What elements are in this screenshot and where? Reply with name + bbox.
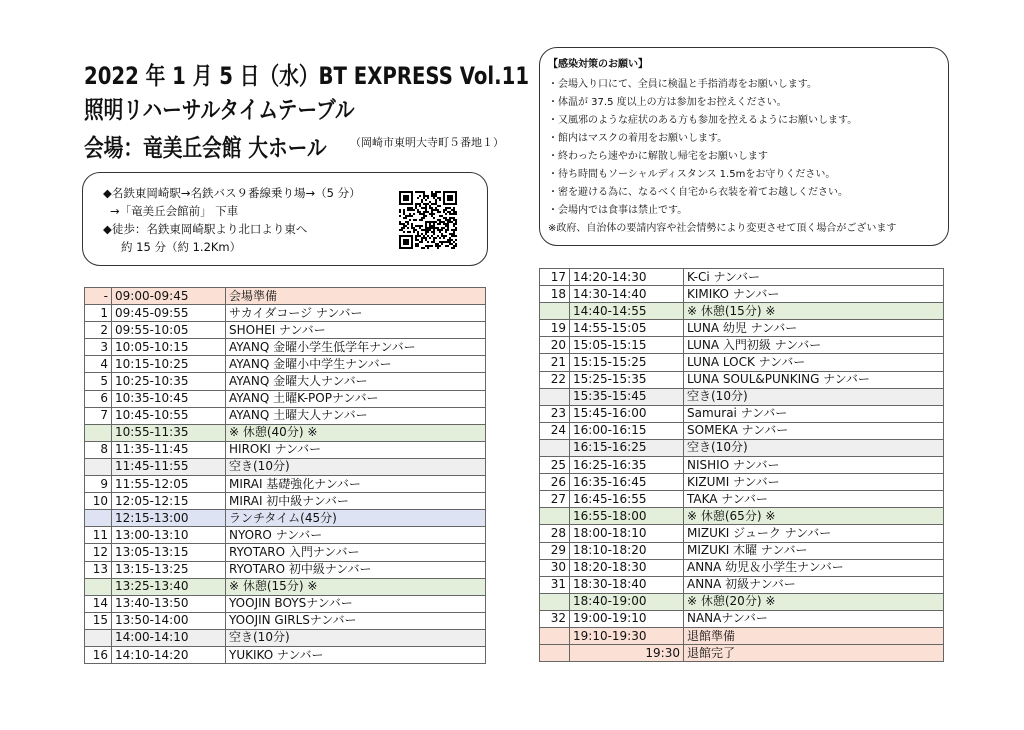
time-slot: 13:40-13:50 xyxy=(112,595,226,612)
row-number: 6 xyxy=(85,390,112,407)
time-slot: 09:00-09:45 xyxy=(112,288,226,305)
schedule-row xyxy=(85,595,486,612)
program-item: 空き(10分) xyxy=(226,458,486,475)
time-slot: 16:55-18:00 xyxy=(570,508,684,525)
row-number: 1 xyxy=(85,305,112,322)
schedule-row xyxy=(85,629,486,646)
program-item: ※ 休憩(20分) ※ xyxy=(684,593,944,610)
row-number: 14 xyxy=(85,595,112,612)
program-item: YOOJIN BOYSナンバー xyxy=(226,595,486,612)
time-slot: 14:40-14:55 xyxy=(570,303,684,320)
time-slot: 12:15-13:00 xyxy=(112,510,226,527)
time-slot: 18:10-18:20 xyxy=(570,542,684,559)
venue-title: 会場：竜美丘会館 大ホール xyxy=(84,134,327,162)
schedule-row xyxy=(540,320,944,337)
time-slot: 10:55-11:35 xyxy=(112,424,226,441)
row-number: 16 xyxy=(85,646,112,663)
row-number: 4 xyxy=(85,356,112,373)
row-number: 10 xyxy=(85,493,112,510)
row-number xyxy=(540,439,570,456)
time-slot: 15:25-15:35 xyxy=(570,371,684,388)
page-subtitle: 照明リハーサルタイムテーブル xyxy=(84,96,355,124)
time-slot: 15:05-15:15 xyxy=(570,337,684,354)
schedule-row xyxy=(540,627,944,644)
time-slot: 19:30 xyxy=(570,645,684,662)
row-number xyxy=(540,508,570,525)
program-item: ※ 休憩(65分) ※ xyxy=(684,508,944,525)
row-number: 30 xyxy=(540,559,570,576)
program-item: 退館完了 xyxy=(684,645,944,662)
time-slot: 09:45-09:55 xyxy=(112,305,226,322)
notice-title: 【感染対策のお願い】 xyxy=(548,59,648,70)
schedule-row xyxy=(540,593,944,610)
program-item: K-Ci ナンバー xyxy=(684,269,944,286)
row-number: 26 xyxy=(540,474,570,491)
time-slot: 09:55-10:05 xyxy=(112,322,226,339)
program-item: MIZUKI ジューク ナンバー xyxy=(684,525,944,542)
time-slot: 14:30-14:40 xyxy=(570,286,684,303)
schedule-row xyxy=(540,354,944,371)
schedule-row xyxy=(85,407,486,424)
time-slot: 11:55-12:05 xyxy=(112,476,226,493)
row-number: 31 xyxy=(540,576,570,593)
row-number xyxy=(85,424,112,441)
notice-item: ・会場入り口にて、全員に検温と手指消毒をお願いします。 xyxy=(548,79,817,90)
row-number: 28 xyxy=(540,525,570,542)
row-number xyxy=(85,578,112,595)
row-number xyxy=(540,593,570,610)
program-item: SHOHEI ナンバー xyxy=(226,322,486,339)
program-item: YOOJIN GIRLSナンバー xyxy=(226,612,486,629)
time-slot: 11:35-11:45 xyxy=(112,441,226,458)
program-item: 空き(10分) xyxy=(684,388,944,405)
time-slot: 13:50-14:00 xyxy=(112,612,226,629)
program-item: YUKIKO ナンバー xyxy=(226,646,486,663)
schedule-table-right xyxy=(539,268,944,662)
program-item: LUNA LOCK ナンバー xyxy=(684,354,944,371)
notice-item: ・終わったら速やかに解散し帰宅をお願いします xyxy=(548,151,768,162)
schedule-row xyxy=(85,493,486,510)
time-slot: 15:35-15:45 xyxy=(570,388,684,405)
time-slot: 19:00-19:10 xyxy=(570,610,684,627)
row-number: 19 xyxy=(540,320,570,337)
schedule-row xyxy=(540,542,944,559)
row-number: 25 xyxy=(540,457,570,474)
schedule-table-left xyxy=(84,287,486,664)
access-line-stop: →「竜美丘会館前」 下車 xyxy=(110,204,239,218)
program-item: SOMEKA ナンバー xyxy=(684,422,944,439)
program-item: AYANQ 土曜K-POPナンバー xyxy=(226,390,486,407)
schedule-row xyxy=(85,527,486,544)
row-number: 13 xyxy=(85,561,112,578)
program-item: ランチタイム(45分) xyxy=(226,510,486,527)
row-number: 27 xyxy=(540,491,570,508)
time-slot: 13:05-13:15 xyxy=(112,544,226,561)
time-slot: 10:25-10:35 xyxy=(112,373,226,390)
time-slot: 19:10-19:30 xyxy=(570,627,684,644)
time-slot: 11:45-11:55 xyxy=(112,458,226,475)
schedule-row xyxy=(540,405,944,422)
row-number: 7 xyxy=(85,407,112,424)
page-title: 2022 年 1 月 5 日（水）BT EXPRESS Vol.11 xyxy=(84,62,530,90)
program-item: MIZUKI 木曜 ナンバー xyxy=(684,542,944,559)
program-item: 退館準備 xyxy=(684,627,944,644)
row-number: 24 xyxy=(540,422,570,439)
schedule-row xyxy=(85,578,486,595)
time-slot: 12:05-12:15 xyxy=(112,493,226,510)
schedule-row xyxy=(85,424,486,441)
schedule-row xyxy=(540,457,944,474)
row-number xyxy=(540,627,570,644)
row-number: 22 xyxy=(540,371,570,388)
time-slot: 18:30-18:40 xyxy=(570,576,684,593)
schedule-row xyxy=(85,544,486,561)
time-slot: 14:10-14:20 xyxy=(112,646,226,663)
access-line-bus: ◆名鉄東岡崎駅→名鉄バス９番線乗り場→（5 分） xyxy=(103,186,361,200)
time-slot: 18:20-18:30 xyxy=(570,559,684,576)
time-slot: 13:25-13:40 xyxy=(112,578,226,595)
row-number: 3 xyxy=(85,339,112,356)
time-slot: 14:00-14:10 xyxy=(112,629,226,646)
notice-item: ・会場内では食事は禁止です。 xyxy=(548,205,688,216)
program-item: 空き(10分) xyxy=(684,439,944,456)
time-slot: 14:55-15:05 xyxy=(570,320,684,337)
program-item: ANNA 幼児＆小学生ナンバー xyxy=(684,559,944,576)
schedule-row xyxy=(540,269,944,286)
schedule-row xyxy=(540,576,944,593)
program-item: 会場準備 xyxy=(226,288,486,305)
notice-item: ・待ち時間もソーシャルディスタンス 1.5mをお守りください。 xyxy=(548,169,836,180)
schedule-row xyxy=(540,525,944,542)
schedule-row xyxy=(85,476,486,493)
program-item: AYANQ 金曜大人ナンバー xyxy=(226,373,486,390)
schedule-row xyxy=(540,645,944,662)
row-number: 20 xyxy=(540,337,570,354)
program-item: AYANQ 金曜小学生低学年ナンバー xyxy=(226,339,486,356)
infection-control-notice xyxy=(539,47,949,246)
program-item: MIRAI 初中級ナンバー xyxy=(226,493,486,510)
schedule-row xyxy=(540,491,944,508)
notice-item: ・館内はマスクの着用をお願いします。 xyxy=(548,133,728,144)
program-item: KIMIKO ナンバー xyxy=(684,286,944,303)
time-slot: 13:00-13:10 xyxy=(112,527,226,544)
access-line-walk: ◆徒歩：名鉄東岡崎駅より北口より東へ xyxy=(103,222,308,236)
access-info-box xyxy=(82,172,488,266)
schedule-row xyxy=(85,458,486,475)
row-number: 23 xyxy=(540,405,570,422)
row-number: 29 xyxy=(540,542,570,559)
time-slot: 16:00-16:15 xyxy=(570,422,684,439)
row-number: 21 xyxy=(540,354,570,371)
notice-item: ・又風邪のような症状のある方も参加を控えるようにお願いします。 xyxy=(548,115,858,126)
row-number: - xyxy=(85,288,112,305)
program-item: NANAナンバー xyxy=(684,610,944,627)
row-number: 9 xyxy=(85,476,112,493)
program-item: LUNA SOUL&PUNKING ナンバー xyxy=(684,371,944,388)
schedule-row xyxy=(85,441,486,458)
row-number: 18 xyxy=(540,286,570,303)
row-number: 5 xyxy=(85,373,112,390)
schedule-row xyxy=(540,610,944,627)
time-slot: 10:45-10:55 xyxy=(112,407,226,424)
schedule-row xyxy=(540,337,944,354)
time-slot: 16:45-16:55 xyxy=(570,491,684,508)
notice-disclaimer: ※政府、自治体の要請内容や社会情勢により変更させて頂く場合がございます xyxy=(548,223,897,234)
schedule-row xyxy=(540,371,944,388)
time-slot: 16:25-16:35 xyxy=(570,457,684,474)
schedule-row xyxy=(85,373,486,390)
schedule-row xyxy=(540,422,944,439)
time-slot: 16:15-16:25 xyxy=(570,439,684,456)
program-item: HIROKI ナンバー xyxy=(226,441,486,458)
time-slot: 14:20-14:30 xyxy=(570,269,684,286)
program-item: ※ 休憩(15分) ※ xyxy=(684,303,944,320)
program-item: RYOTARO 初中級ナンバー xyxy=(226,561,486,578)
row-number: 11 xyxy=(85,527,112,544)
program-item: ※ 休憩(15分) ※ xyxy=(226,578,486,595)
row-number xyxy=(85,629,112,646)
schedule-row xyxy=(85,356,486,373)
program-item: KIZUMI ナンバー xyxy=(684,474,944,491)
program-item: NISHIO ナンバー xyxy=(684,457,944,474)
row-number: 17 xyxy=(540,269,570,286)
time-slot: 18:40-19:00 xyxy=(570,593,684,610)
program-item: LUNA 幼児 ナンバー xyxy=(684,320,944,337)
access-line-duration: 約 15 分（約 1.2Km） xyxy=(121,240,242,254)
row-number xyxy=(85,458,112,475)
time-slot: 10:35-10:45 xyxy=(112,390,226,407)
schedule-row xyxy=(85,510,486,527)
program-item: AYANQ 土曜大人ナンバー xyxy=(226,407,486,424)
schedule-row xyxy=(85,561,486,578)
row-number xyxy=(540,388,570,405)
program-item: AYANQ 金曜小中学生ナンバー xyxy=(226,356,486,373)
time-slot: 10:15-10:25 xyxy=(112,356,226,373)
time-slot: 15:45-16:00 xyxy=(570,405,684,422)
notice-item: ・体温が 37.5 度以上の方は参加をお控えください。 xyxy=(548,97,787,108)
row-number: 15 xyxy=(85,612,112,629)
schedule-row xyxy=(540,474,944,491)
schedule-row xyxy=(540,286,944,303)
schedule-row xyxy=(85,288,486,305)
venue-address: （岡崎市東明大寺町５番地１） xyxy=(350,136,504,149)
program-item: Samurai ナンバー xyxy=(684,405,944,422)
time-slot: 16:35-16:45 xyxy=(570,474,684,491)
program-item: LUNA 入門初級 ナンバー xyxy=(684,337,944,354)
schedule-row xyxy=(540,388,944,405)
program-item: ANNA 初級ナンバー xyxy=(684,576,944,593)
program-item: 空き(10分) xyxy=(226,629,486,646)
program-item: MIRAI 基礎強化ナンバー xyxy=(226,476,486,493)
schedule-row xyxy=(85,612,486,629)
qr-code-icon[interactable] xyxy=(399,191,457,249)
row-number xyxy=(540,645,570,662)
schedule-row xyxy=(85,646,486,663)
schedule-row xyxy=(85,390,486,407)
program-item: サカイダコージ ナンバー xyxy=(226,305,486,322)
schedule-row xyxy=(85,305,486,322)
program-item: RYOTARO 入門ナンバー xyxy=(226,544,486,561)
time-slot: 15:15-15:25 xyxy=(570,354,684,371)
schedule-row xyxy=(540,303,944,320)
row-number: 8 xyxy=(85,441,112,458)
notice-item: ・密を避ける為に、なるべく自宅から衣装を着てお越しください。 xyxy=(548,187,848,198)
row-number: 32 xyxy=(540,610,570,627)
program-item: ※ 休憩(40分) ※ xyxy=(226,424,486,441)
time-slot: 13:15-13:25 xyxy=(112,561,226,578)
schedule-row xyxy=(85,322,486,339)
row-number xyxy=(85,510,112,527)
time-slot: 10:05-10:15 xyxy=(112,339,226,356)
program-item: TAKA ナンバー xyxy=(684,491,944,508)
row-number xyxy=(540,303,570,320)
time-slot: 18:00-18:10 xyxy=(570,525,684,542)
schedule-row xyxy=(540,559,944,576)
schedule-row xyxy=(85,339,486,356)
schedule-row xyxy=(540,439,944,456)
program-item: NYORO ナンバー xyxy=(226,527,486,544)
row-number: 12 xyxy=(85,544,112,561)
schedule-row xyxy=(540,508,944,525)
row-number: 2 xyxy=(85,322,112,339)
